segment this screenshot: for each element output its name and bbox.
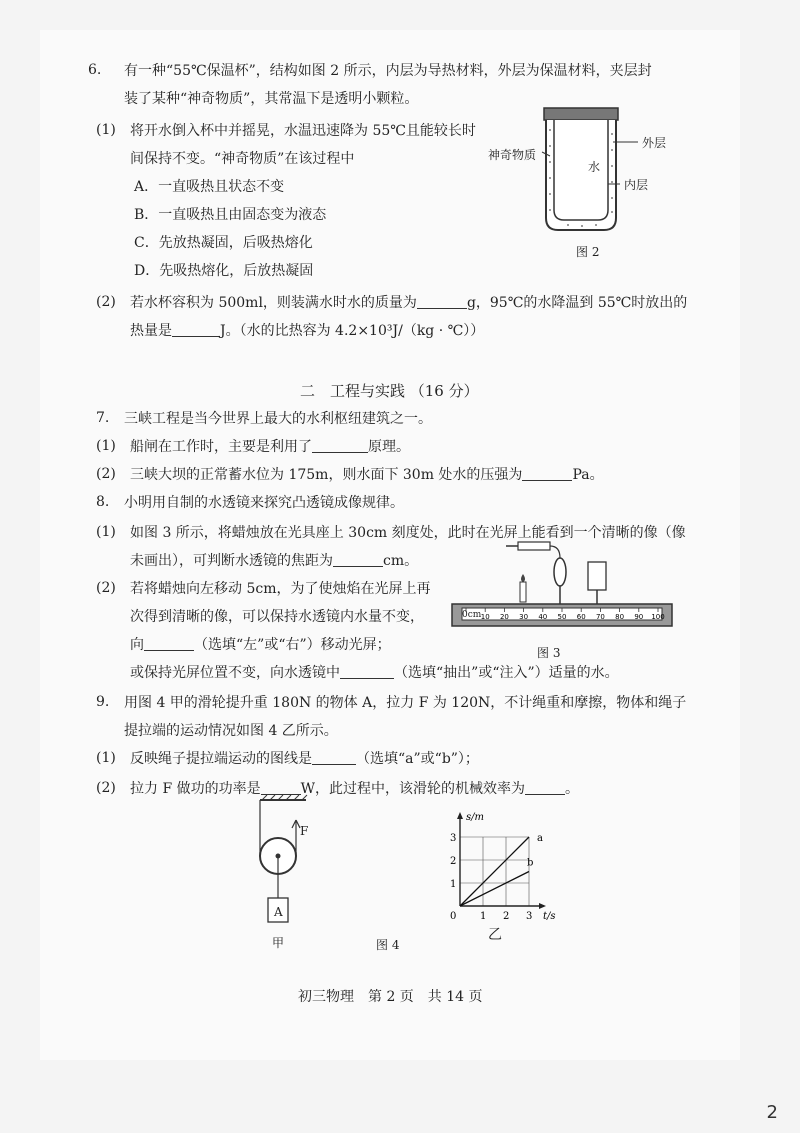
q9-part2: 拉力 F 做功的功率是 W，此过程中，该滑轮的机械效率为 。 (130, 781, 580, 797)
q6-part2-number: (2) (96, 294, 116, 310)
q9-part1-number: (1) (96, 750, 116, 766)
q6-part1-line2: 间保持不变。“神奇物质”在该过程中 (130, 151, 355, 167)
q8-part1-number: (1) (96, 524, 116, 540)
series-label-a: a (537, 833, 543, 844)
syringe-tube (550, 546, 560, 558)
candle (520, 582, 526, 602)
x-tick-label: 3 (526, 911, 533, 920)
y-axis-title: s/m (466, 812, 484, 823)
q8-part2-number: (2) (96, 580, 116, 596)
q7-part1: 船闸在工作时，主要是利用了 原理。 (130, 439, 410, 455)
q6-option-b: B．一直吸热且由固态变为液态 (134, 207, 327, 223)
cup-lid (544, 108, 618, 120)
bench-tick-label: 50 (557, 613, 567, 621)
answer-blank[interactable] (525, 780, 565, 795)
q8-part2-line1: 若将蜡烛向左移动 5cm，为了使烛焰在光屏上再 (130, 581, 431, 597)
bench-tick-label: 70 (595, 613, 605, 621)
q6-option-c: C．先放热凝固，后吸热熔化 (134, 235, 313, 251)
q6-number: 6. (88, 62, 102, 78)
q6-part1-number: (1) (96, 122, 116, 138)
answer-blank[interactable] (522, 466, 572, 481)
bench-tick-0: 0cm (462, 610, 482, 620)
q8-part2-line3: 向 （选填“左”或“右”）移动光屏； (130, 637, 391, 653)
bench-tick-label: 100 (651, 613, 665, 621)
fig4-caption: 图 4 (376, 938, 400, 952)
q7-part1-number: (1) (96, 438, 116, 454)
answer-blank[interactable] (144, 636, 194, 651)
answer-blank[interactable] (261, 780, 301, 795)
figure-4-st-chart (440, 808, 570, 920)
scan-page-number: 2 (766, 1102, 778, 1123)
section-2-heading: 二 工程与实践 （16 分） (300, 382, 479, 400)
page-footer: 初三物理 第 2 页 共 14 页 (298, 989, 483, 1005)
light-screen (588, 562, 606, 590)
answer-blank[interactable] (312, 750, 356, 765)
series-line-a (460, 837, 529, 906)
q6-option-a: A．一直吸热且状态不变 (134, 179, 285, 195)
block-label: A (274, 905, 283, 919)
bench-tick-label: 40 (538, 613, 548, 621)
fig4-right-label: 乙 (488, 927, 502, 943)
q6-part2-line1: 若水杯容积为 500ml，则装满水时水的质量为 g，95℃的水降温到 55℃时放出的 (130, 295, 688, 311)
bench-tick-label: 20 (499, 613, 509, 621)
fig4-left-label: 甲 (272, 936, 285, 950)
syringe (518, 542, 550, 550)
q8-part2-line4: 或保持光屏位置不变，向水透镜中 （选填“抽出”或“注入”）适量的水。 (130, 665, 619, 681)
q7-number: 7. (96, 410, 110, 426)
y-tick-label: 2 (450, 856, 457, 867)
answer-blank[interactable] (333, 552, 383, 567)
series-line-b (460, 872, 529, 907)
bench-tick-label: 90 (634, 613, 644, 621)
fig2-caption: 图 2 (576, 245, 600, 259)
y-tick-label: 1 (450, 879, 457, 890)
q8-part1-line2: 未画出），可判断水透镜的焦距为 cm。 (130, 553, 419, 569)
bench-tick-label: 10 (480, 613, 490, 621)
force-label: F (300, 824, 309, 838)
fig2-magic-label: 神奇物质 (488, 148, 537, 162)
candle-flame (521, 574, 525, 582)
x-tick-label: 2 (503, 911, 510, 920)
q8-number: 8. (96, 494, 110, 510)
y-axis-arrow (457, 812, 463, 819)
figure-3-optical-bench (448, 528, 676, 638)
bench-tick-label: 60 (576, 613, 586, 621)
answer-blank[interactable] (172, 322, 220, 337)
answer-blank[interactable] (340, 664, 394, 679)
q6-option-d: D．先吸热熔化，后放热凝固 (134, 263, 314, 279)
q7-part2-number: (2) (96, 466, 116, 482)
q9-number: 9. (96, 694, 110, 710)
q9-stem-line2: 提拉端的运动情况如图 4 乙所示。 (124, 723, 338, 739)
x-axis-title: t/s (543, 911, 556, 920)
q8-part1-line1: 如图 3 所示，将蜡烛放在光具座上 30cm 刻度处，此时在光屏上能看到一个清晰的像（像 (130, 525, 686, 541)
fig3-caption: 图 3 (537, 646, 561, 660)
q6-stem-line2: 装了某种“神奇物质”，其常温下是透明小颗粒。 (124, 91, 419, 107)
q8-part2-line2: 次得到清晰的像，可以保持水透镜内水量不变， (130, 609, 424, 625)
answer-blank[interactable] (417, 294, 467, 309)
figure-4-pulley (240, 794, 330, 934)
x-axis-arrow (539, 903, 546, 909)
y-tick-label: 3 (450, 833, 457, 844)
answer-blank[interactable] (312, 438, 368, 453)
water-lens (554, 558, 566, 586)
q6-part1-line1: 将开水倒入杯中并摇晃，水温迅速降为 55℃且能较长时 (130, 123, 476, 139)
q6-part2-line2: 热量是 J。（水的比热容为 4.2×10³J/（kg · ℃）） (130, 323, 485, 339)
fig2-outer-label: 外层 (642, 136, 667, 150)
origin-label: 0 (450, 911, 457, 920)
bench-tick-label: 80 (615, 613, 625, 621)
q7-stem: 三峡工程是当今世界上最大的水利枢纽建筑之一。 (124, 411, 432, 427)
q6-stem-line1: 有一种“55℃保温杯”，结构如图 2 所示，内层为导热材料，外层为保温材料，夹层封 (124, 63, 652, 79)
bench-tick-label: 30 (519, 613, 529, 621)
fig2-water-label: 水 (588, 160, 601, 174)
q8-stem: 小明用自制的水透镜来探究凸透镜成像规律。 (124, 495, 404, 511)
q9-part1: 反映绳子提拉端运动的图线是 （选填“a”或“b”）； (130, 751, 479, 767)
q9-stem-line1: 用图 4 甲的滑轮提升重 180N 的物体 A，拉力 F 为 120N，不计绳重和摩擦，物体和绳子 (124, 695, 687, 711)
fig2-inner-label: 内层 (624, 178, 649, 192)
x-tick-label: 1 (480, 911, 487, 920)
q7-part2: 三峡大坝的正常蓄水位为 175m，则水面下 30m 处水的压强为 Pa。 (130, 467, 604, 483)
series-label-b: b (527, 857, 534, 869)
q9-part2-number: (2) (96, 780, 116, 796)
